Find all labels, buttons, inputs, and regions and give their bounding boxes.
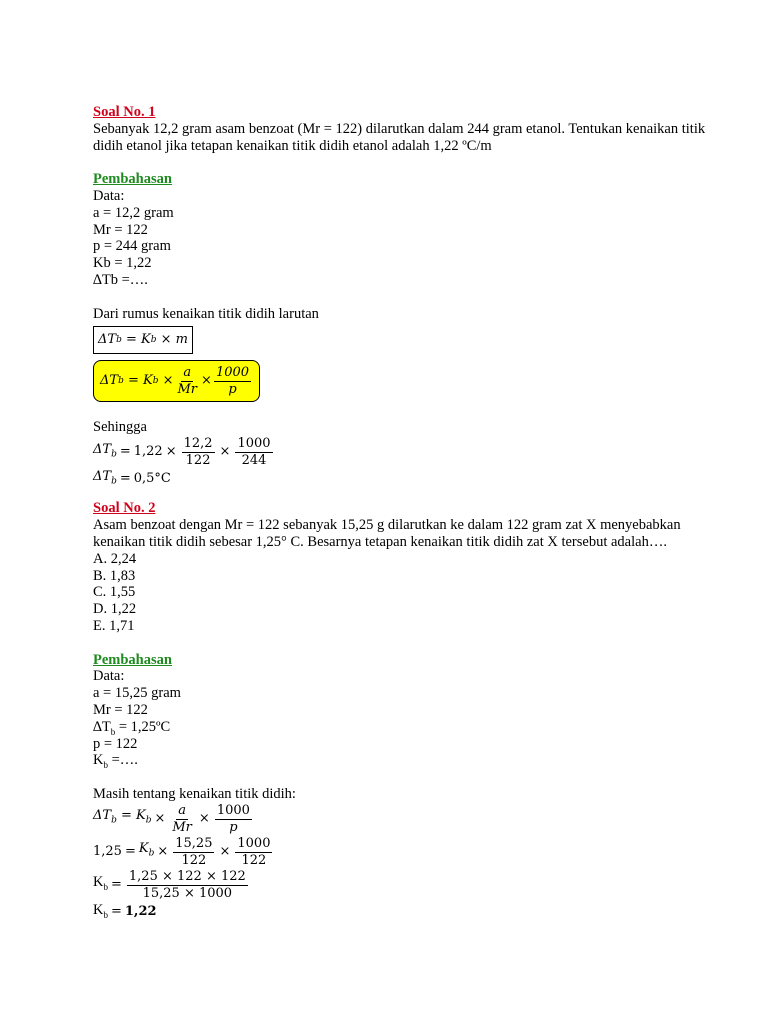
formula-box-2: ΔT b = K b × $\frac{a}{Mr}$ × $\frac{1000}{p}$ (93, 360, 713, 402)
data-item: Mr = 122 (93, 221, 148, 238)
formula-box-1: ΔT b = K b × m (93, 326, 713, 354)
masih-label: Masih tentang kenaikan titik didih: (93, 785, 296, 802)
soal-1-heading: Soal No. 1 (93, 104, 156, 120)
calculation-1: $\Delta T_b$ = 1,22 × $\frac{12,2}{122}$ × $\frac{1000}{244}$ (93, 435, 271, 468)
option-item: E. 1,71 (93, 617, 135, 634)
kb-equation: $K_b$ = $\frac{1,25 \times 122 \times 122}{15,25 \times 1000}$ (93, 868, 246, 901)
soal-2-text: Asam benzoat dengan Mr = 122 sebanyak 15,25 g dilarutkan ke dalam 122 gram zat X menyebabkan kenaikan titik didih sebesar 1,25° C. Besarnya tetapan kenaikan titik didih zat X tersebut adalah…. (93, 517, 681, 550)
document-page (93, 104, 713, 923)
data-item: p = 244 gram (93, 238, 171, 255)
option-item: C. 1,55 (93, 584, 136, 601)
option-item: D. 1,22 (93, 601, 137, 618)
option-item: B. 1,83 (93, 567, 136, 584)
equation-2: 1,25 = $K_b$ × $\frac{15,25}{122}$ × $\frac{1000}{122}$ (93, 835, 271, 868)
data-item: a = 12,2 gram (93, 204, 174, 221)
data-item: a = 15,25 gram (93, 685, 181, 702)
data-item: $\Delta T_b$ = 1,25ºC (93, 718, 171, 737)
option-item: A. 2,24 (93, 550, 137, 567)
sehingga-label: Sehingga (93, 419, 147, 436)
rumus-intro: Dari rumus kenaikan titik didih larutan (93, 305, 319, 322)
data-label: Data: (93, 187, 125, 204)
data-item: $K_b$ =…. (93, 752, 138, 771)
result-1: $\Delta T_b$ = 0,5°C (93, 468, 171, 487)
data-item: ∆Tb =…. (93, 271, 148, 288)
data-label: Data: (93, 668, 125, 685)
data-item: Mr = 122 (93, 701, 148, 718)
pembahasan-2-heading: Pembahasan (93, 651, 172, 668)
soal-2-heading: Soal No. 2 (93, 500, 156, 517)
data-item: p = 122 (93, 735, 138, 752)
soal-1-text: Sebanyak 12,2 gram asam benzoat (Mr = 122) dilarutkan dalam 244 gram etanol. Tentukan kenaikan titik didih etanol jika tetapan kenaikan titik didih etanol adalah 1,22 ºC/m (93, 120, 706, 154)
formula-2: $\Delta T_b = K_b$ × $\frac{a}{Mr}$ × $\frac{1000}{p}$ (93, 802, 250, 835)
pembahasan-1-heading: Pembahasan (93, 171, 172, 188)
kb-result: $K_b$ = 1,22 (93, 901, 157, 920)
data-item: Kb = 1,22 (93, 255, 152, 272)
